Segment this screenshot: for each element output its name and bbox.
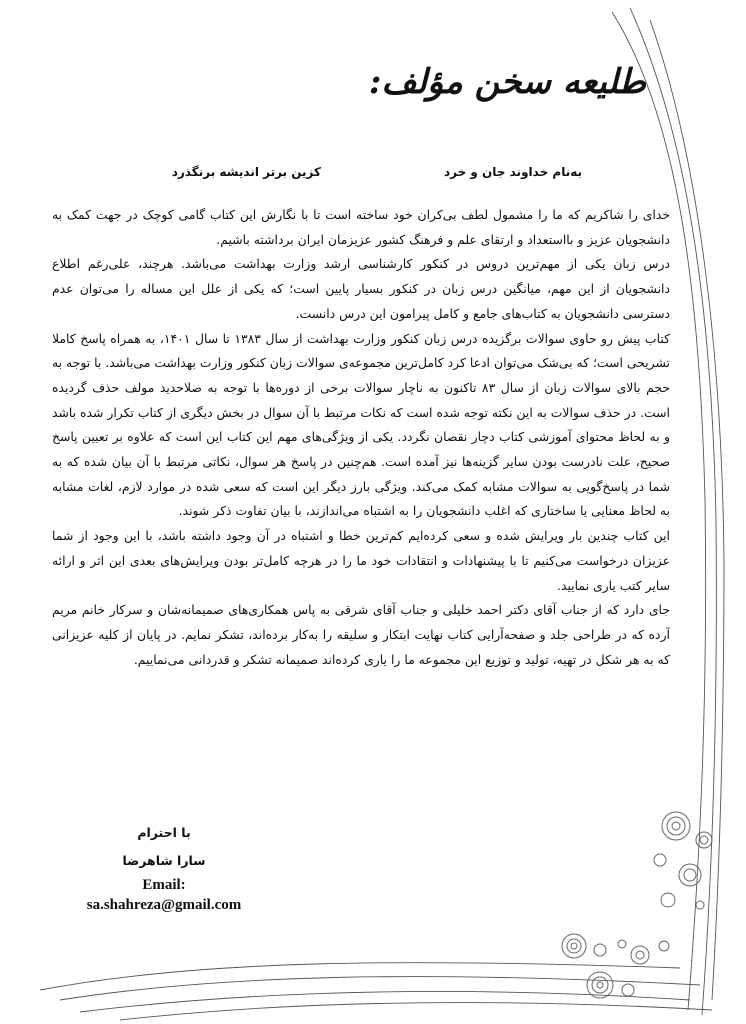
email-label: Email: <box>142 877 186 893</box>
paragraph: این کتاب چندین بار ویرایش شده و سعی کرده‌ایم کم‌ترین خطا و اشتباه در آن وجود داشته باشد، با این وجود از شما عزیزان درخواست می‌کنیم تا با پیشنهادات و انتقادات خود ما را در هرچه کامل‌تر بودن ویرایش‌های بعدی این اثر و ارائه سایر کتب یاری نمایید. <box>52 528 670 593</box>
paragraph: کتاب پیش رو حاوی سوالات برگزیده درس زبان کنکور وزارت بهداشت از سال ۱۳۸۳ تا سال ۱۴۰۱، به همراه پاسخ کاملا تشریحی است؛ که بی‌شک می‌توان ادعا کرد کامل‌ترین مجموعه‌ی سوالات زبان کنکور وزارت بهداشت می‌باشد. با توجه به حجم بالای سوالات زبان از سال ۸۳ تاکنون به ناچار سوالات برخی از دوره‌ها با توجه به صلاحدید مولف حذف گردیده است. در حذف سوالات به این نکته توجه شده است که نکات مرتبط با آن سوال در بخش دیگری از کتاب تکرار شده باشد و به لحاظ محتوای آموزشی کتاب دچار نقصان نگردد. یکی از ویژگی‌های مهم این کتاب این است که علاوه بر تعیین پاسخ صحیح، علت نادرست بودن سایر گزینه‌ها نیز آمده است. هم‌چنین در پاسخ هر سوال، نکاتی مرتبط با آن بیان شده که به شما در پاسخ‌گویی به سوالات مشابه کمک می‌کند. ویژگی بارز دیگر این است که سعی شده در موارد لازم، لغات مشابه به لحاظ معنایی یا ساختاری که اغلب دانشجویان را به اشتباه می‌اندازند، با بیان تفاوت ذکر شوند. <box>52 330 671 519</box>
opening-verse-left: کزین برتر اندیشه برنگذرد <box>171 165 321 179</box>
preface-body <box>52 203 670 672</box>
paragraph: درس زبان یکی از مهم‌ترین دروس در کنکور کارشناسی ارشد وزارت بهداشت می‌باشد. هرچند، علی‌رغم اطلاع دانشجویان از این مهم، میانگین درس زبان در کنکور بسیار پایین است؛ که یکی از علل این مساله را می‌توان عدم دسترسی دانشجویان به کتاب‌های جامع و کامل پیرامون این درس دانست. <box>52 256 670 321</box>
paragraph: جای دارد که از جناب آقای دکتر احمد خلیلی و جناب آقای شرقی به پاس همکاری‌های صمیمانه‌شان و سرکار خانم مریم آرده که در طراحی جلد و صفحه‌آرایی کتاب نهایت ابتکار و سلیقه را به‌کار برده‌اند، تشکر نمایم. در پایان از کلیه عزیزانی که به هر شکل در تهیه، تولید و توزیع این مجموعه ما را یاری کرده‌اند صمیمانه تشکر و قدردانی می‌نماییم. <box>52 602 670 667</box>
paragraph: خدای را شاکریم که ما را مشمول لطف بی‌کران خود ساخته است تا با نگارش این کتاب گامی کوچک در جهت کمک به دانشجویان عزیز و بااستعداد و ارتقای علم و فرهنگ کشور عزیزمان ایران برداشته باشیم. <box>52 207 670 247</box>
page-title: طلیعه سخن مؤلف: <box>368 62 646 102</box>
opening-verse-right: به‌نام خداوند جان و خرد <box>443 165 582 179</box>
signature-closing: با احترام <box>137 825 191 840</box>
author-name: سارا شاهرضا <box>122 853 206 868</box>
author-email: sa.shahreza@gmail.com <box>86 897 242 913</box>
signature-block <box>64 819 264 915</box>
